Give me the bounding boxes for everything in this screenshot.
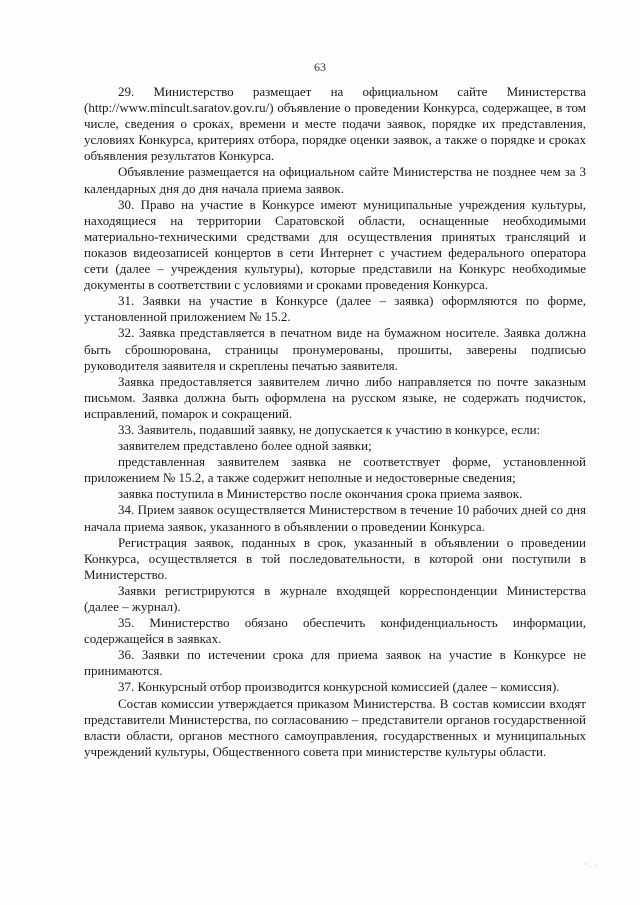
condition-item-3: заявка поступила в Министерство после окончания срока приема заявок. xyxy=(118,486,523,502)
condition-item-1: заявителем представлено более одной заявки; xyxy=(118,438,372,454)
page-number: 63 xyxy=(314,60,326,74)
paragraph-journal: Заявки регистрируются в журнале входящей корреспонденции Министерства (далее – журнал). xyxy=(84,582,586,614)
document-body xyxy=(84,84,586,760)
paragraph-34: 34. Прием заявок осуществляется Министерством в течение 10 рабочих дней со дня начала приема заявок, указанного в объявлении о проведении Конкурса. xyxy=(84,502,586,534)
paragraph-32: 32. Заявка представляется в печатном виде на бумажном носителе. Заявка должна быть сброшюрована, страницы пронумерованы, прошиты, заверены подписью руководителя заявителя и скреплены печатью заявителя. xyxy=(84,325,586,373)
scan-dots-icon xyxy=(584,861,598,871)
condition-item-2: представленная заявителем заявка не соответствует форме, установленной приложением № 15.2, а также содержит неполные и недостоверные сведения; xyxy=(84,454,586,486)
paragraph-commission: Состав комиссии утверждается приказом Министерства. В состав комиссии входят представители Министерства, по согласованию – представители органов государственной власти области, органов местного самоуправления, государственных и муниципальных учреждений культуры, Общественного совета при министерстве культуры области. xyxy=(84,695,586,759)
paragraph-33: 33. Заявитель, подавший заявку, не допускается к участию в конкурсе, если: xyxy=(118,421,541,437)
paragraph-36: 36. Заявки по истечении срока для приема заявок на участие в Конкурсе не принимаются. xyxy=(84,647,586,679)
paragraph-31: 31. Заявки на участие в Конкурсе (далее – заявка) оформляются по форме, установленной приложением № 15.2. xyxy=(84,293,586,325)
paragraph-30: 30. Право на участие в Конкурсе имеют муниципальные учреждения культуры, находящиеся на территории Саратовской области, оснащенные необходимыми материально-техническими средствами для осуществления принятых трансляций и показов видеозаписей концертов в сети Интернет с участием федерального оператора сети (далее – учреждения культуры), которые представили на Конкурс необходимые документы в соответствии с условиями и сроками проведения Конкурса. xyxy=(84,196,586,293)
scan-noise-mark xyxy=(584,861,598,871)
paragraph-announcement: Объявление размещается на официальном сайте Министерства не позднее чем за 3 календарных дня до дня начала приема заявок. xyxy=(84,164,586,196)
paragraph-29: 29. Министерство размещает на официальном сайте Министерства (http://www.mincult.saratov.gov.ru/) объявление о проведении Конкурса, содержащее, в том числе, сведения о сроках, времени и месте подачи заявок, порядке их представления, условиях Конкурса, критериях отбора, порядке оценки заявок, а также о порядке и сроках объявления результатов Конкурса. xyxy=(84,84,586,164)
paragraph-35: 35. Министерство обязано обеспечить конфиденциальность информации, содержащейся в заявках. xyxy=(84,615,586,647)
paragraph-37: 37. Конкурсный отбор производится конкурсной комиссией (далее – комиссия). xyxy=(118,679,560,695)
paragraph-registration: Регистрация заявок, поданных в срок, указанный в объявлении о проведении Конкурса, осуществляется в той последовательности, в которой они поступили в Министерство. xyxy=(84,534,586,582)
paragraph-submission: Заявка предоставляется заявителем лично либо направляется по почте заказным письмом. Заявка должна быть оформлена на русском языке, не содержать подчисток, исправлений, помарок и сокращений. xyxy=(84,373,586,421)
